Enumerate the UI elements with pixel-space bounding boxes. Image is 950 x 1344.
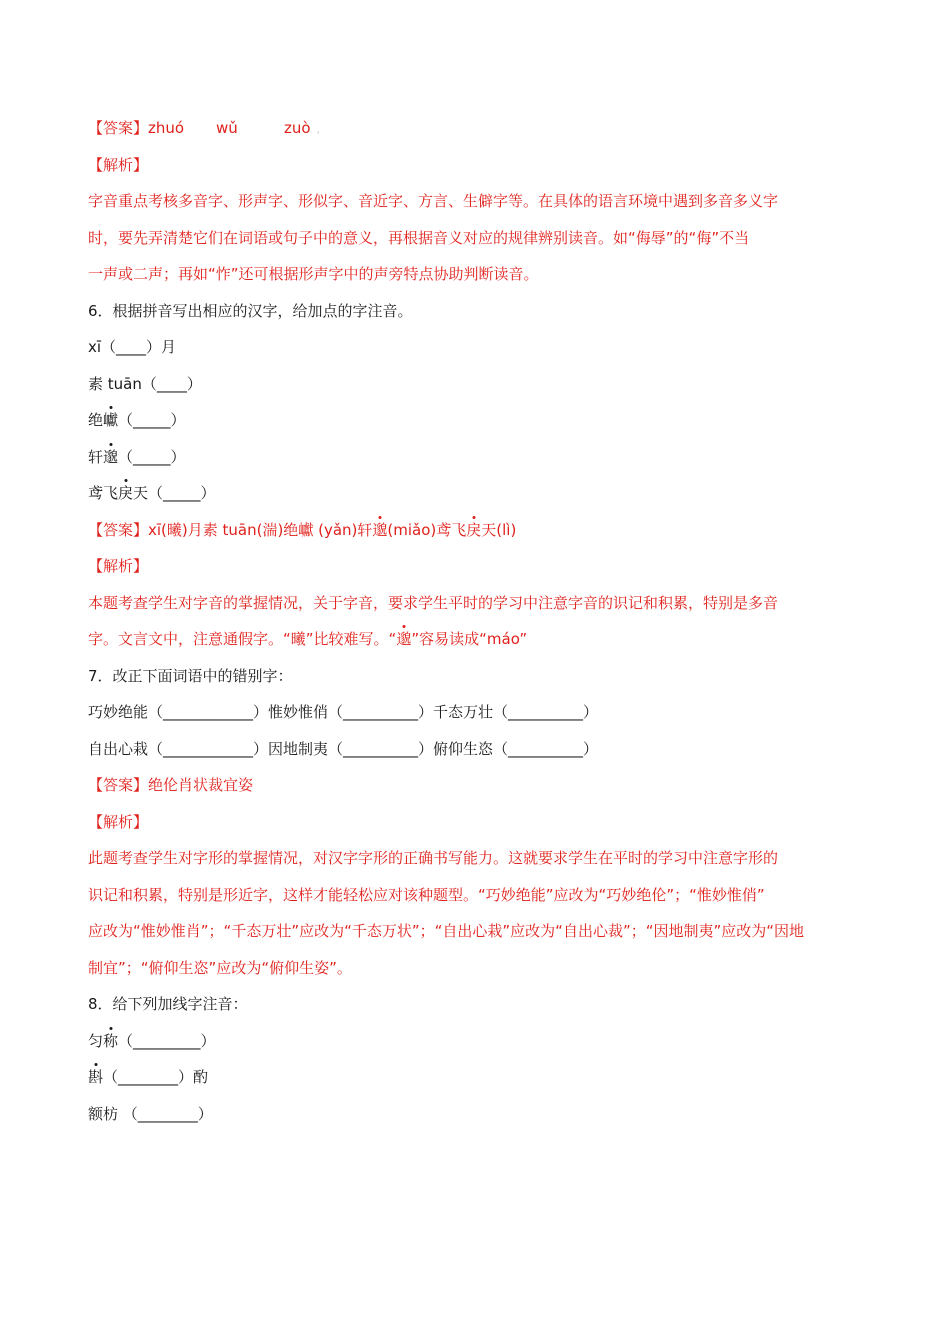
question-7-row-1: 巧妙绝能（____________）惟妙惟俏（__________）千态万壮（__________） bbox=[88, 703, 599, 721]
analysis-5-line-3: 一声或二声；再如“怍”还可根据形声字中的声旁特点协助判断读音。 bbox=[88, 265, 539, 283]
question-6-title: 6．根据拼音写出相应的汉字，给加点的字注音。 bbox=[88, 301, 413, 320]
question-8-item-3: 额枋 （________） bbox=[88, 1104, 213, 1123]
dotted-char: 邈 bbox=[103, 439, 118, 476]
analysis-6-line-1: 本题考查学生对字音的掌握情况，关于字音，要求学生平时的学习中注意字音的识记和积累，特别是多音 bbox=[88, 593, 779, 612]
answer-label: 【答案】 bbox=[88, 119, 149, 137]
answer-6: 【答案】xī(曦)月素 tuān(湍)绝巘 (yǎn)轩邈(miǎo)鸢飞戾天(lì) bbox=[88, 512, 868, 549]
dotted-char: 巘 bbox=[103, 402, 118, 439]
question-7-title: 7．改正下面词语中的错别字： bbox=[88, 666, 293, 685]
answer-5: 【答案】zhuó wǔ zuò , bbox=[88, 110, 868, 147]
analysis-5-line-1: 字音重点考核多音字、形声字、形似字、音近字、方言、生僻字等。在具体的语言环境中遇到多音多义字 bbox=[88, 192, 779, 210]
question-8-item-1: 匀称（_________） bbox=[88, 1023, 868, 1060]
dotted-char: 称 bbox=[103, 1023, 118, 1060]
answer-7: 【答案】绝伦肖状裁宜姿 bbox=[88, 776, 254, 794]
question-6-item-5: 鸢飞戾天（_____） bbox=[88, 475, 868, 512]
analysis-7-line-4: 制宜”；“俯仰生恣”应改为“俯仰生姿”。 bbox=[88, 958, 352, 977]
question-6-item-2: 素 tuān（____） bbox=[88, 374, 202, 393]
analysis-5-line-2: 时，要先弄清楚它们在词语或句子中的意义，再根据音义对应的规律辨别读音。如“侮辱”的“侮”不当 bbox=[88, 228, 750, 247]
analysis-6-line-2: 字。文言文中，注意通假字。“曦”比较难写。“邈”容易读成“máo” bbox=[88, 621, 868, 658]
question-8-title: 8．给下列加线字注音： bbox=[88, 995, 248, 1013]
analysis-label-7: 【解析】 bbox=[88, 812, 149, 831]
question-6-item-4: 轩邈（_____） bbox=[88, 439, 868, 476]
dotted-char: 戾 bbox=[118, 475, 133, 512]
analysis-7-line-3: 应改为“惟妙惟肖”；“千态万壮”应改为“千态万状”；“自出心栽”应改为“自出心裁”；“因地制夷”应改为“因地 bbox=[88, 922, 805, 940]
analysis-label-5: 【解析】 bbox=[88, 155, 149, 174]
question-8-item-2: 斟（________）酌 bbox=[88, 1059, 868, 1096]
document-content bbox=[88, 110, 868, 1132]
analysis-7-line-1: 此题考查学生对字形的掌握情况，对汉字字形的正确书写能力。这就要求学生在平时的学习中注意字形的 bbox=[88, 849, 779, 867]
pinyin-2: wǔ bbox=[216, 119, 238, 137]
question-6-item-1: xī（____）月 bbox=[88, 338, 177, 356]
dotted-char: 斟 bbox=[88, 1059, 103, 1096]
question-6-item-3: 绝巘（_____） bbox=[88, 402, 868, 439]
pinyin-1: zhuó bbox=[148, 119, 185, 137]
pinyin-3: zuò bbox=[284, 119, 311, 137]
analysis-label-6: 【解析】 bbox=[88, 557, 149, 575]
question-7-row-2: 自出心栽（____________）因地制夷（__________）俯仰生恣（__________） bbox=[88, 739, 599, 758]
analysis-7-line-2: 识记和积累，特别是形近字，这样才能轻松应对该种题型。“巧妙绝能”应改为“巧妙绝伦”；“惟妙惟俏” bbox=[88, 885, 765, 904]
